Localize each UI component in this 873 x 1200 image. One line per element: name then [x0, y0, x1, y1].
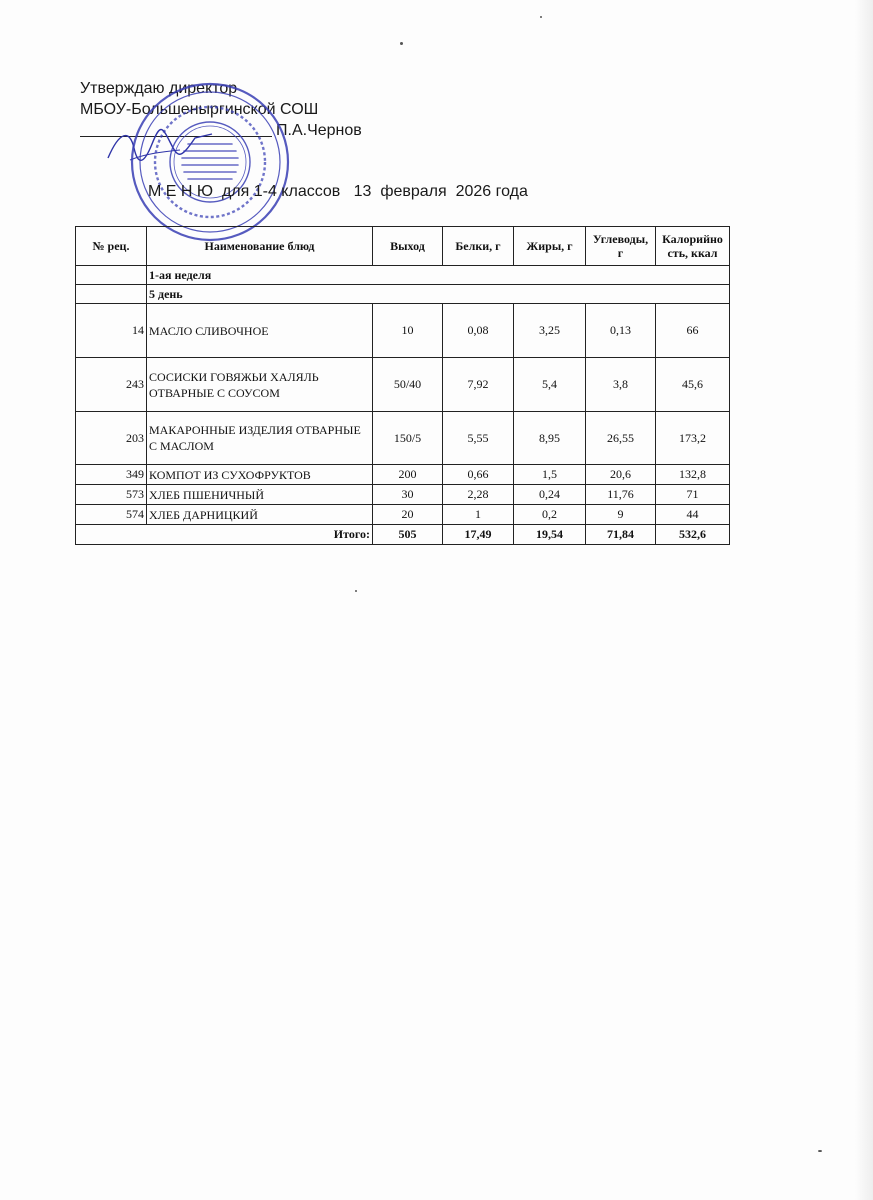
- col-header-protein: Белки, г: [443, 227, 514, 266]
- menu-title: М Е Н Ю для 1-4 классов 13 февраля 2026 года: [148, 183, 528, 200]
- dish-carbs: 11,76: [586, 485, 656, 505]
- dish-calories: 66: [656, 304, 730, 358]
- menu-table: [75, 226, 730, 545]
- dish-fat: 0,2: [514, 505, 586, 525]
- dish-output: 200: [373, 465, 443, 485]
- dish-name: СОСИСКИ ГОВЯЖЬИ ХАЛЯЛЬ ОТВАРНЫЕ С СОУСОМ: [147, 358, 373, 412]
- dish-carbs: 3,8: [586, 358, 656, 412]
- official-stamp-icon: [128, 80, 292, 244]
- dish-protein: 5,55: [443, 412, 514, 465]
- col-header-recipe: № рец.: [76, 227, 147, 266]
- day-label: 5 день: [147, 285, 730, 304]
- dish-carbs: 0,13: [586, 304, 656, 358]
- scan-speck: [818, 1150, 822, 1152]
- table-row: [76, 505, 730, 525]
- recipe-number: 203: [76, 412, 147, 465]
- recipe-number: 349: [76, 465, 147, 485]
- total-fat: 19,54: [514, 525, 586, 545]
- table-row: [76, 485, 730, 505]
- total-carbs: 71,84: [586, 525, 656, 545]
- dish-calories: 71: [656, 485, 730, 505]
- dish-protein: 2,28: [443, 485, 514, 505]
- recipe-number: 243: [76, 358, 147, 412]
- table-row: [76, 465, 730, 485]
- table-row: [76, 304, 730, 358]
- dish-name: ХЛЕБ ПШЕНИЧНЫЙ: [147, 485, 373, 505]
- total-output: 505: [373, 525, 443, 545]
- dish-calories: 45,6: [656, 358, 730, 412]
- dish-name: МАКАРОННЫЕ ИЗДЕЛИЯ ОТВАРНЫЕ С МАСЛОМ: [147, 412, 373, 465]
- col-header-carbs: [586, 227, 656, 266]
- total-label: Итого:: [76, 525, 373, 545]
- col-header-name: Наименование блюд: [147, 227, 373, 266]
- col-header-calories: [656, 227, 730, 266]
- dish-carbs: 9: [586, 505, 656, 525]
- scan-speck: [540, 16, 542, 18]
- dish-name: ХЛЕБ ДАРНИЦКИЙ: [147, 505, 373, 525]
- col-header-fat: Жиры, г: [514, 227, 586, 266]
- col-header-calories-line2: сть, ккал: [667, 246, 718, 260]
- dish-output: 30: [373, 485, 443, 505]
- dish-output: 10: [373, 304, 443, 358]
- dish-protein: 7,92: [443, 358, 514, 412]
- dish-calories: 173,2: [656, 412, 730, 465]
- dish-protein: 0,66: [443, 465, 514, 485]
- scan-speck: [355, 590, 357, 592]
- dish-fat: 8,95: [514, 412, 586, 465]
- total-protein: 17,49: [443, 525, 514, 545]
- total-row: [76, 525, 730, 545]
- director-name: П.А.Чернов: [276, 122, 362, 139]
- dish-protein: 1: [443, 505, 514, 525]
- dish-name: МАСЛО СЛИВОЧНОЕ: [147, 304, 373, 358]
- dish-fat: 3,25: [514, 304, 586, 358]
- week-label: 1-ая неделя: [147, 266, 730, 285]
- dish-fat: 5,4: [514, 358, 586, 412]
- dish-calories: 132,8: [656, 465, 730, 485]
- total-calories: 532,6: [656, 525, 730, 545]
- dish-carbs: 26,55: [586, 412, 656, 465]
- col-header-output: Выход: [373, 227, 443, 266]
- col-header-carbs-line2: г: [617, 246, 624, 260]
- dish-calories: 44: [656, 505, 730, 525]
- table-header-row: [76, 227, 730, 266]
- col-header-calories-line1: Калорийно: [662, 232, 723, 246]
- day-row: [76, 285, 730, 304]
- dish-fat: 0,24: [514, 485, 586, 505]
- table-row: [76, 358, 730, 412]
- scan-edge-shading: [855, 0, 873, 1200]
- approval-title: Утверждаю директор: [80, 80, 238, 97]
- dish-output: 150/5: [373, 412, 443, 465]
- dish-name: КОМПОТ ИЗ СУХОФРУКТОВ: [147, 465, 373, 485]
- dish-output: 50/40: [373, 358, 443, 412]
- dish-fat: 1,5: [514, 465, 586, 485]
- col-header-carbs-line1: Углеводы,: [592, 232, 649, 246]
- recipe-number: 573: [76, 485, 147, 505]
- dish-output: 20: [373, 505, 443, 525]
- recipe-number: 574: [76, 505, 147, 525]
- recipe-number: 14: [76, 304, 147, 358]
- dish-carbs: 20,6: [586, 465, 656, 485]
- scan-speck: [400, 42, 403, 45]
- dish-protein: 0,08: [443, 304, 514, 358]
- week-row: [76, 266, 730, 285]
- school-name: МБОУ-Большеныргинской СОШ: [80, 101, 319, 118]
- table-row: [76, 412, 730, 465]
